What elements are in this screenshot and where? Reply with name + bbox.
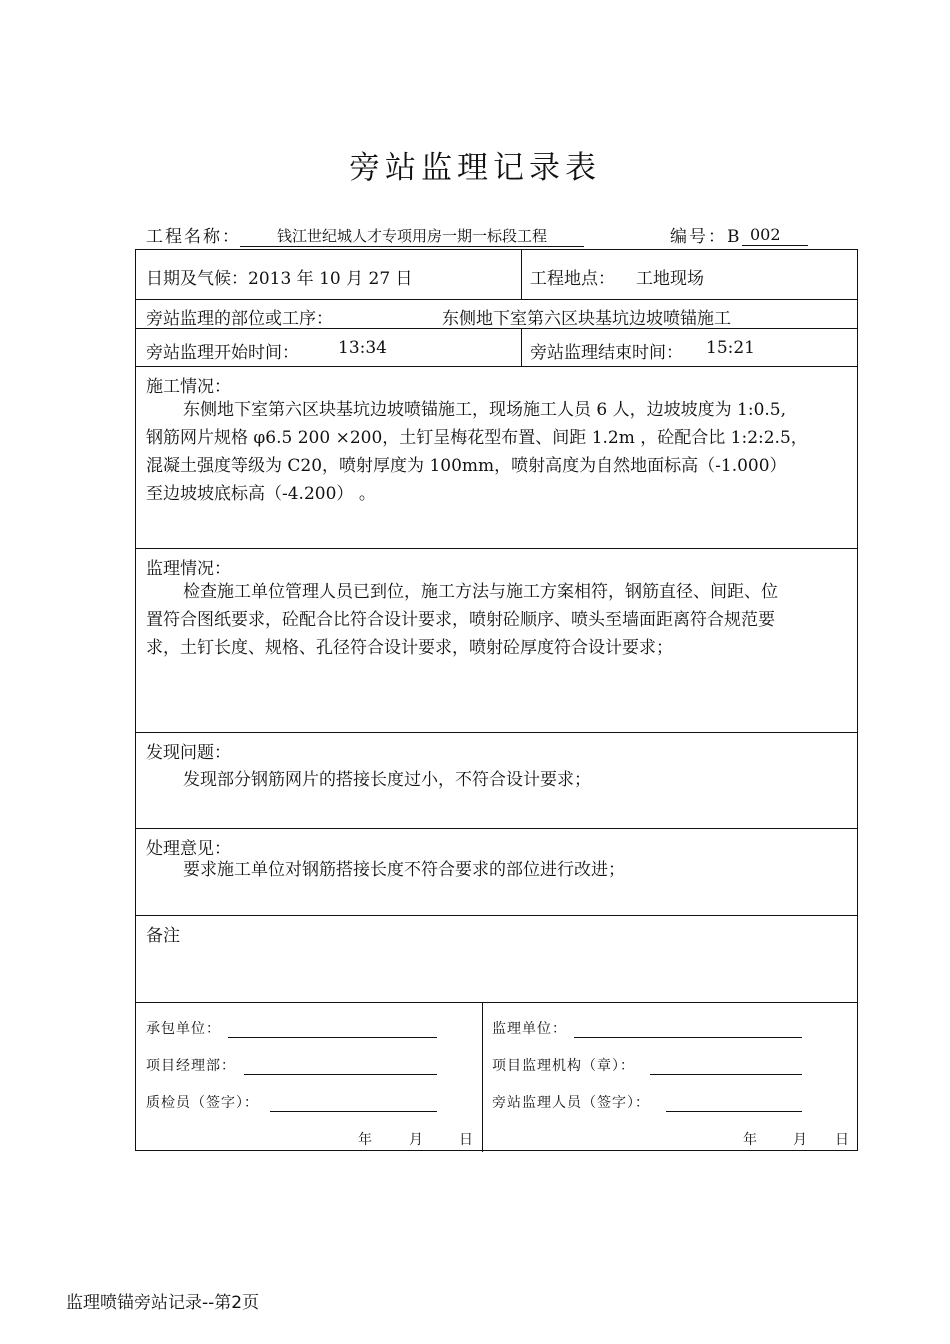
problems-line: 发现部分钢筋网片的搭接长度过小，不符合设计要求； bbox=[183, 770, 591, 790]
number-label: 编号：B bbox=[670, 227, 742, 247]
opinion-heading: 处理意见： bbox=[146, 839, 231, 859]
supervision-line: 置符合图纸要求，砼配合比符合设计要求，喷射砼顺序、喷头至墙面距离符合规范要 bbox=[146, 610, 775, 630]
right-month: 月 bbox=[793, 1132, 807, 1148]
problems-heading: 发现问题： bbox=[146, 743, 231, 763]
left-month: 月 bbox=[409, 1132, 423, 1148]
supervision-line: 求，土钉长度、规格、孔径符合设计要求，喷射砼厚度符合设计要求； bbox=[146, 638, 673, 658]
construction-text bbox=[146, 396, 852, 508]
page-footer: 监理喷锚旁站记录--第2页 bbox=[66, 1293, 260, 1313]
page-title: 旁站监理记录表 bbox=[349, 150, 601, 186]
end-time-value: 15:21 bbox=[706, 338, 755, 358]
start-time-label: 旁站监理开始时间： bbox=[146, 343, 299, 363]
supervisor-unit-label: 监理单位： bbox=[492, 1021, 567, 1037]
divider bbox=[136, 548, 857, 549]
onsite-supervisor-label: 旁站监理人员（签字）： bbox=[492, 1095, 650, 1111]
divider bbox=[136, 732, 857, 733]
supervision-org-line[interactable] bbox=[650, 1074, 802, 1075]
inspector-label: 质检员（签字）： bbox=[146, 1095, 259, 1111]
date-weather: 日期及气候：2013 年 10 月 27 日 bbox=[146, 269, 413, 289]
divider bbox=[482, 1002, 483, 1152]
pm-dept-line[interactable] bbox=[244, 1074, 437, 1075]
divider bbox=[136, 366, 857, 367]
construction-heading: 施工情况： bbox=[146, 377, 231, 397]
onsite-supervisor-signature-line[interactable] bbox=[666, 1111, 802, 1112]
opinion-text bbox=[146, 856, 852, 884]
supervision-heading: 监理情况： bbox=[146, 559, 231, 579]
header-row bbox=[146, 222, 858, 250]
contractor-label: 承包单位： bbox=[146, 1021, 221, 1037]
divider bbox=[136, 828, 857, 829]
left-year: 年 bbox=[358, 1132, 372, 1148]
start-time-value: 13:34 bbox=[338, 338, 387, 358]
divider bbox=[521, 328, 522, 366]
remarks-heading: 备注 bbox=[146, 926, 180, 946]
supervision-text bbox=[146, 578, 852, 662]
project-name-value: 钱江世纪城人才专项用房一期一标段工程 bbox=[240, 224, 584, 247]
divider bbox=[136, 1002, 857, 1003]
construction-line: 至边坡坡底标高（-4.200） 。 bbox=[146, 484, 376, 504]
supervision-org-label: 项目监理机构（章）： bbox=[492, 1058, 635, 1074]
supervision-line: 检查施工单位管理人员已到位，施工方法与施工方案相符，钢筋直径、间距、位 bbox=[183, 582, 778, 602]
number-value: 002 bbox=[742, 224, 808, 246]
divider bbox=[136, 915, 857, 916]
opinion-line: 要求施工单位对钢筋搭接长度不符合要求的部位进行改进； bbox=[183, 860, 625, 880]
right-year: 年 bbox=[743, 1132, 757, 1148]
divider bbox=[521, 250, 522, 299]
inspector-signature-line[interactable] bbox=[270, 1111, 437, 1112]
pm-dept-label: 项目经理部： bbox=[146, 1058, 236, 1074]
left-day: 日 bbox=[459, 1132, 473, 1148]
supervisor-unit-line[interactable] bbox=[574, 1037, 802, 1038]
divider bbox=[136, 299, 857, 300]
construction-line: 东侧地下室第六区块基坑边坡喷锚施工，现场施工人员 6 人，边坡坡度为 1:0.5, bbox=[183, 400, 787, 420]
project-name-label: 工程名称： bbox=[146, 227, 241, 247]
location-label: 工程地点： bbox=[530, 269, 615, 289]
contractor-line[interactable] bbox=[228, 1037, 437, 1038]
part-value: 东侧地下室第六区块基坑边坡喷锚施工 bbox=[442, 309, 731, 329]
record-form bbox=[135, 249, 858, 1151]
construction-line: 钢筋网片规格 φ6.5 200 ×200，土钉呈梅花型布置、间距 1.2m ，砼配合比 1:2:2.5， bbox=[146, 428, 808, 448]
location-value: 工地现场 bbox=[636, 269, 704, 289]
end-time-label: 旁站监理结束时间： bbox=[530, 343, 683, 363]
construction-line: 混凝土强度等级为 C20，喷射厚度为 100mm，喷射高度为自然地面标高（-1.000） bbox=[146, 456, 787, 476]
problems-text bbox=[146, 766, 852, 794]
right-day: 日 bbox=[835, 1132, 849, 1148]
part-label: 旁站监理的部位或工序： bbox=[146, 309, 333, 329]
